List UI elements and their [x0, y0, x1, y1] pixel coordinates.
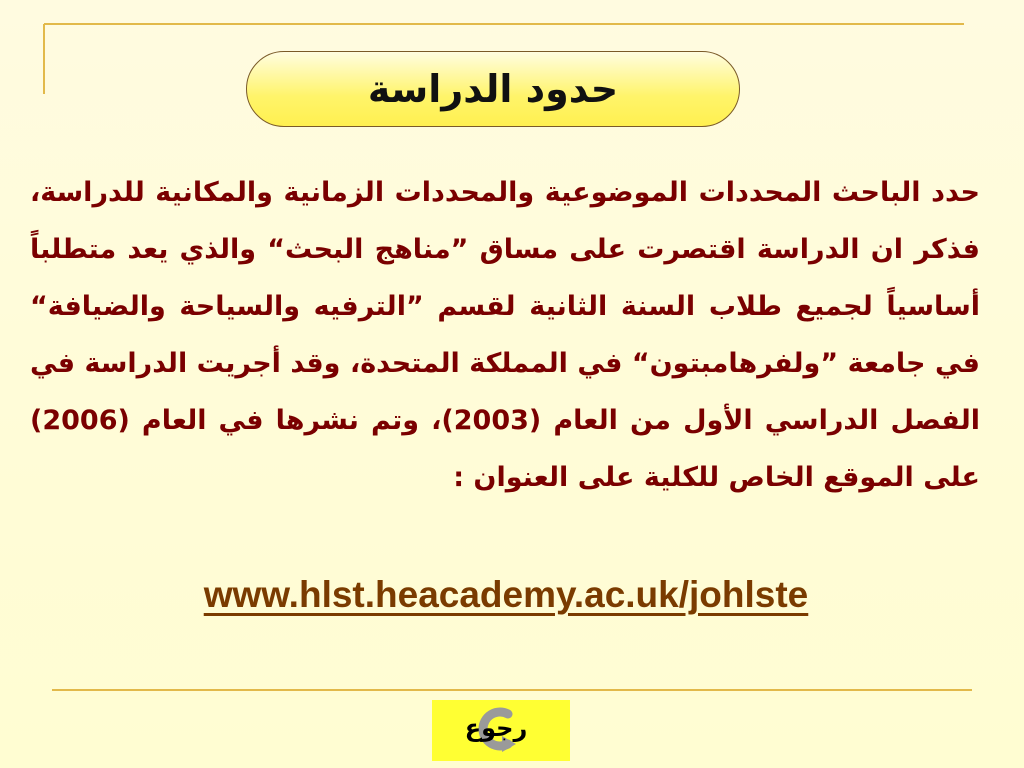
top-frame-line — [44, 23, 964, 25]
title-banner — [246, 51, 740, 127]
body-paragraph: حدد الباحث المحددات الموضوعية والمحددات الزمانية والمكانية للدراسة، فذكر ان الدراسة اقتصرت على مساق ”مناهج البحث“ والذي يعد متطلباً أساسياً لجميع طلاب السنة الثانية لقسم ”الترفيه والسياحة والضيافة“ في جامعة ”ولفرهامبتون“ في المملكة المتحدة، وقد أجريت الدراسة في الفصل الدراسي الأول من العام (2003)، وتم نشرها في العام (2006) على الموقع الخاص للكلية على العنوان : — [30, 177, 980, 493]
slide-title: حدود الدراسة — [367, 67, 619, 111]
url-link[interactable]: www.hlst.heacademy.ac.uk/johlste — [203, 574, 809, 615]
back-button[interactable] — [432, 700, 570, 761]
back-button-label: رجوع — [464, 714, 528, 742]
bottom-divider — [52, 689, 972, 691]
left-frame-line — [43, 24, 45, 94]
